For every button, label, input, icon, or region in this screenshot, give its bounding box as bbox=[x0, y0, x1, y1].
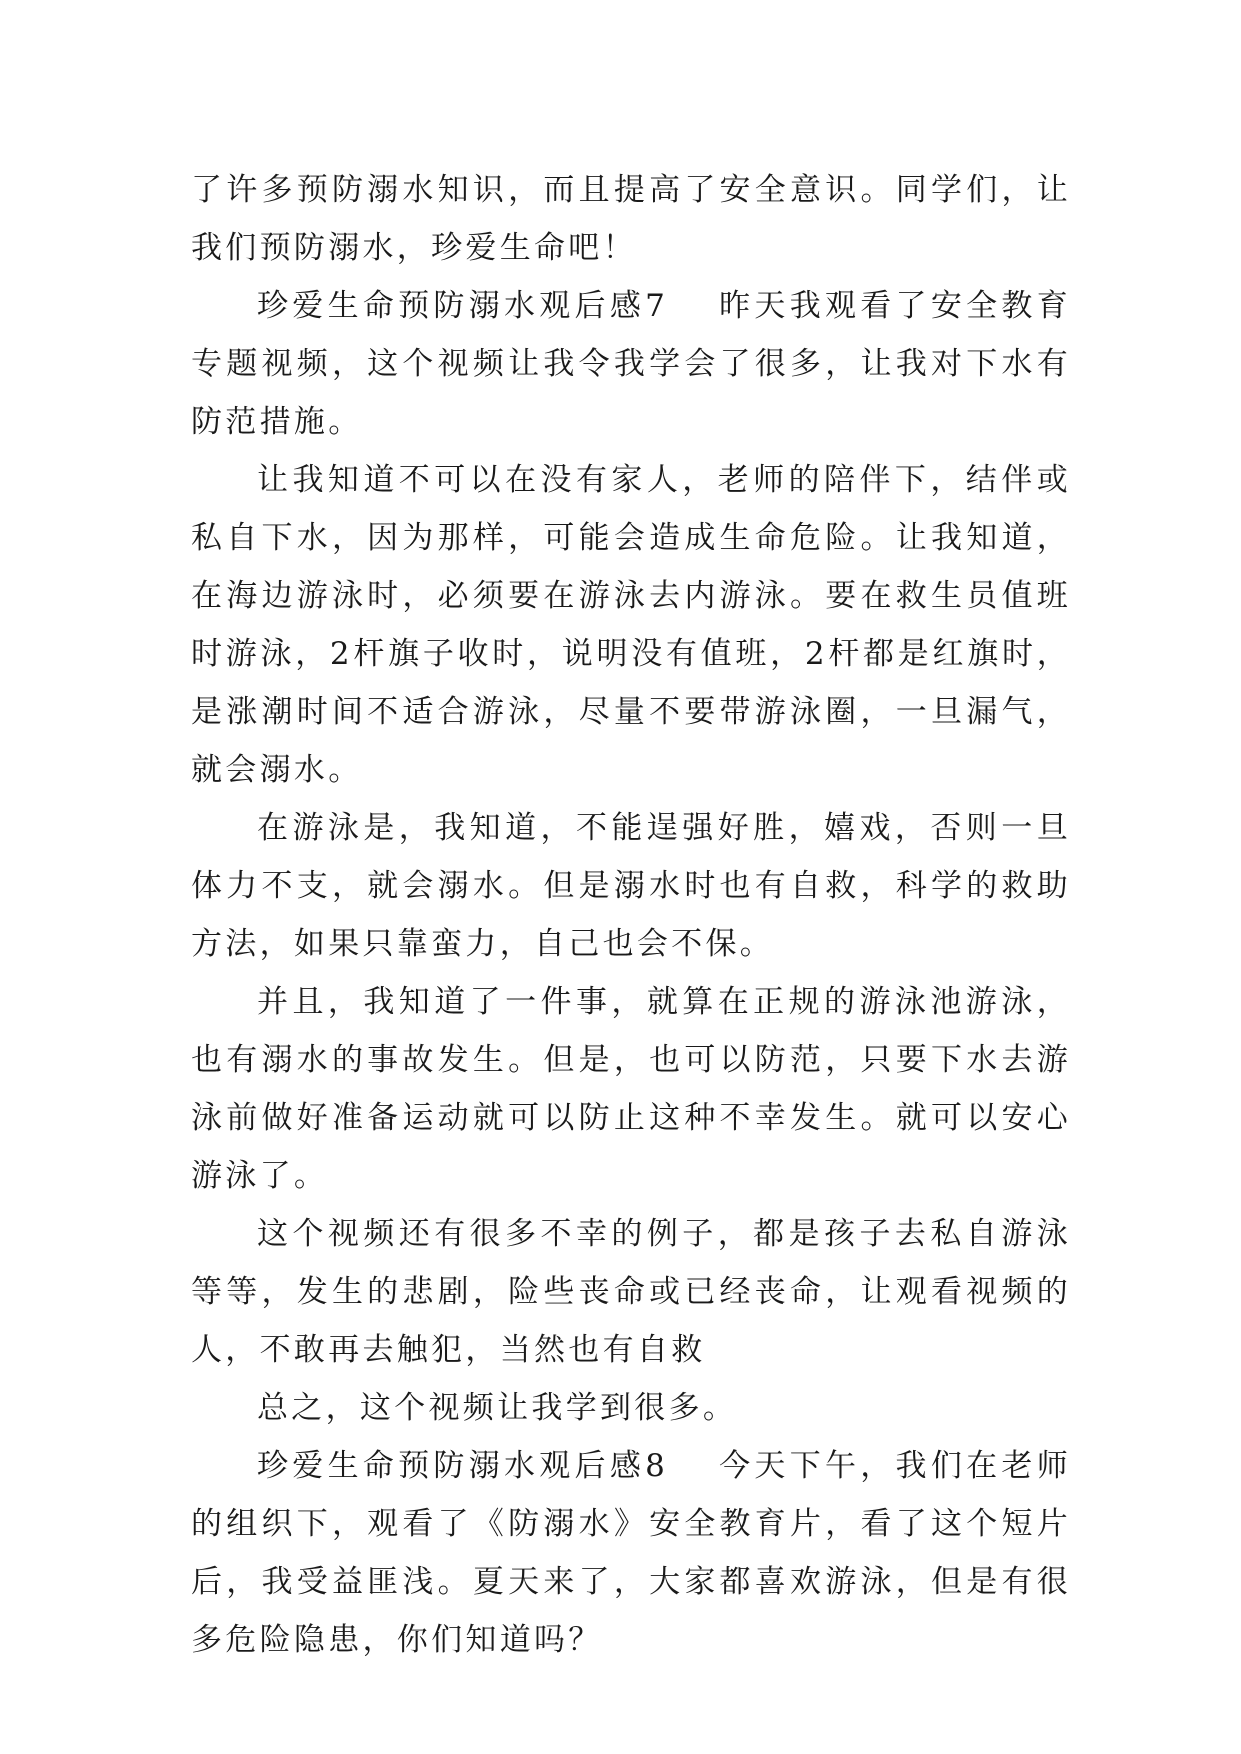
document-body bbox=[191, 161, 1071, 1669]
paragraph-5: 并且，我知道了一件事，就算在正规的游泳池游泳，也有溺水的事故发生。但是，也可以防范，只要下水去游泳前做好准备运动就可以防止这种不幸发生。就可以安心游泳了。 bbox=[191, 984, 1071, 1194]
paragraph-3: 让我知道不可以在没有家人，老师的陪伴下，结伴或私自下水，因为那样，可能会造成生命危险。让我知道，在海边游泳时，必须要在游泳去内游泳。要在救生员值班时游泳，2杆旗子收时，说明没有值班，2杆都是红旗时，是涨潮时间不适合游泳，尽量不要带游泳圈，一旦漏气，就会溺水。 bbox=[191, 462, 1071, 788]
paragraph-4: 在游泳是，我知道，不能逞强好胜，嬉戏，否则一旦体力不支，就会溺水。但是溺水时也有自救，科学的救助方法，如果只靠蛮力，自己也会不保。 bbox=[191, 810, 1071, 962]
paragraph-1: 了许多预防溺水知识，而且提高了安全意识。同学们，让我们预防溺水，珍爱生命吧！ bbox=[191, 172, 1071, 266]
paragraph-8-text: 今天下午，我们在老师的组织下，观看了《防溺水》安全教育片，看了这个短片后，我受益匪浅。夏天来了，大家都喜欢游泳，但是有很多危险隐患，你们知道吗？ bbox=[191, 1448, 1071, 1658]
paragraph-2 bbox=[191, 277, 1071, 451]
paragraph-2-text: 昨天我观看了安全教育专题视频，这个视频让我令我学会了很多，让我对下水有防范措施。 bbox=[191, 288, 1071, 440]
paragraph-6: 这个视频还有很多不幸的例子，都是孩子去私自游泳等等，发生的悲剧，险些丧命或已经丧命，让观看视频的人，不敢再去触犯，当然也有自救 bbox=[191, 1216, 1071, 1368]
paragraph-8 bbox=[191, 1437, 1071, 1669]
section-heading-8: 珍爱生命预防溺水观后感8 bbox=[257, 1448, 669, 1484]
paragraph-7: 总之，这个视频让我学到很多。 bbox=[257, 1390, 738, 1426]
section-heading-7: 珍爱生命预防溺水观后感7 bbox=[257, 288, 669, 324]
